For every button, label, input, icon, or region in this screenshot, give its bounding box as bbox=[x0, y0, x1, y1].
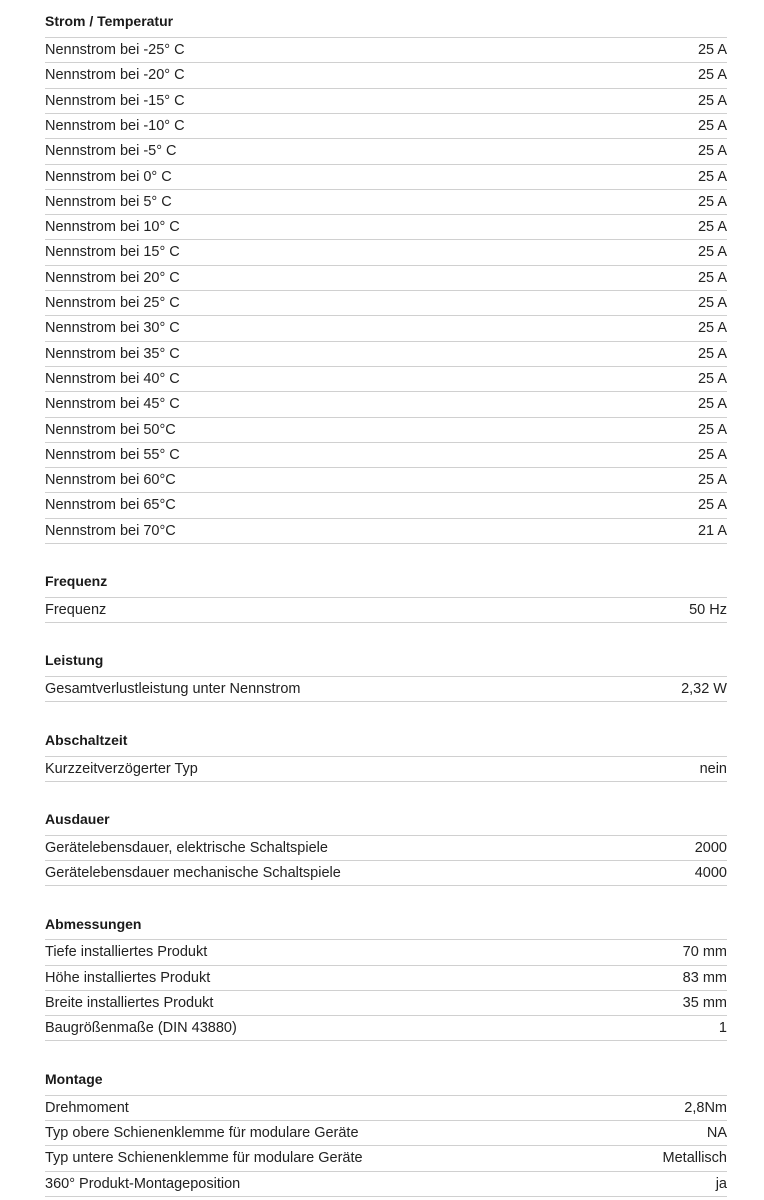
spec-label: Nennstrom bei 60°C bbox=[45, 472, 176, 488]
spec-value: 25 A bbox=[697, 219, 727, 235]
spec-value: 25 A bbox=[697, 472, 727, 488]
spec-label: Nennstrom bei -20° C bbox=[45, 67, 185, 83]
spec-label: Nennstrom bei -5° C bbox=[45, 143, 177, 159]
spec-value: 25 A bbox=[697, 396, 727, 412]
section-title: Leistung bbox=[45, 652, 104, 669]
spec-label: Nennstrom bei 10° C bbox=[45, 219, 180, 235]
spec-label: Nennstrom bei 55° C bbox=[45, 447, 180, 463]
spec-label: Nennstrom bei 20° C bbox=[45, 270, 180, 286]
spec-value: 2,32 W bbox=[681, 681, 727, 697]
spec-label: Gesamtverlustleistung unter Nennstrom bbox=[45, 681, 301, 697]
spec-row bbox=[45, 1171, 727, 1197]
spec-row bbox=[45, 113, 727, 138]
spec-value: 25 A bbox=[697, 346, 727, 362]
spec-value: 25 A bbox=[697, 320, 727, 336]
spec-row bbox=[45, 939, 727, 964]
spec-row bbox=[45, 676, 727, 702]
spec-row bbox=[45, 860, 727, 886]
spec-label: Nennstrom bei -25° C bbox=[45, 42, 185, 58]
spec-row bbox=[45, 417, 727, 442]
spec-label: Tiefe installiertes Produkt bbox=[45, 944, 208, 960]
spec-row bbox=[45, 290, 727, 315]
spec-label: Nennstrom bei 40° C bbox=[45, 371, 180, 387]
spec-label: Nennstrom bei 0° C bbox=[45, 169, 172, 185]
spec-label: Nennstrom bei 70°C bbox=[45, 523, 176, 539]
spec-value: 25 A bbox=[697, 194, 727, 210]
spec-label: Nennstrom bei 65°C bbox=[45, 497, 176, 513]
section-title: Abschaltzeit bbox=[45, 731, 128, 748]
spec-row bbox=[45, 990, 727, 1015]
spec-row bbox=[45, 189, 727, 214]
spec-row bbox=[45, 214, 727, 239]
spec-row bbox=[45, 265, 727, 290]
spec-value: NA bbox=[706, 1125, 727, 1141]
spec-row bbox=[45, 1015, 727, 1041]
spec-value: ja bbox=[715, 1176, 727, 1192]
spec-value: 21 A bbox=[697, 523, 727, 539]
spec-value: 25 A bbox=[697, 295, 727, 311]
spec-value: 2000 bbox=[694, 840, 727, 856]
spec-value: 25 A bbox=[697, 371, 727, 387]
spec-label: Gerätelebensdauer mechanische Schaltspiele bbox=[45, 865, 341, 881]
spec-row bbox=[45, 37, 727, 62]
spec-row bbox=[45, 756, 727, 782]
spec-value: nein bbox=[699, 761, 727, 777]
spec-row bbox=[45, 1120, 727, 1145]
spec-value: 25 A bbox=[697, 169, 727, 185]
spec-label: Breite installiertes Produkt bbox=[45, 995, 214, 1011]
spec-label: Nennstrom bei -15° C bbox=[45, 93, 185, 109]
section-title: Ausdauer bbox=[45, 810, 110, 827]
spec-label: 360° Produkt-Montageposition bbox=[45, 1176, 241, 1192]
spec-label: Typ obere Schienenklemme für modulare Geräte bbox=[45, 1125, 359, 1141]
spec-row bbox=[45, 492, 727, 517]
spec-label: Gerätelebensdauer, elektrische Schaltspiele bbox=[45, 840, 328, 856]
spec-row bbox=[45, 597, 727, 623]
spec-label: Nennstrom bei 15° C bbox=[45, 244, 180, 260]
spec-value: 50 Hz bbox=[689, 602, 727, 618]
spec-value: 35 mm bbox=[682, 995, 727, 1011]
spec-value: 70 mm bbox=[682, 944, 727, 960]
spec-label: Nennstrom bei 30° C bbox=[45, 320, 180, 336]
spec-row bbox=[45, 88, 727, 113]
spec-value: 25 A bbox=[697, 93, 727, 109]
spec-value: Metallisch bbox=[662, 1150, 727, 1166]
spec-label: Kurzzeitverzögerter Typ bbox=[45, 761, 198, 777]
spec-row bbox=[45, 164, 727, 189]
spec-row bbox=[45, 239, 727, 264]
spec-row bbox=[45, 442, 727, 467]
spec-label: Nennstrom bei 50°C bbox=[45, 422, 176, 438]
spec-row bbox=[45, 518, 727, 544]
spec-row bbox=[45, 366, 727, 391]
spec-row bbox=[45, 315, 727, 340]
spec-value: 25 A bbox=[697, 497, 727, 513]
section-title: Montage bbox=[45, 1070, 103, 1087]
spec-label: Höhe installiertes Produkt bbox=[45, 970, 211, 986]
spec-row bbox=[45, 965, 727, 990]
spec-value: 1 bbox=[718, 1020, 727, 1036]
spec-label: Nennstrom bei 35° C bbox=[45, 346, 180, 362]
spec-value: 25 A bbox=[697, 270, 727, 286]
spec-row bbox=[45, 1145, 727, 1170]
section-title: Abmessungen bbox=[45, 915, 142, 932]
spec-value: 25 A bbox=[697, 447, 727, 463]
spec-value: 25 A bbox=[697, 67, 727, 83]
spec-value: 2,8Nm bbox=[684, 1100, 727, 1116]
spec-row bbox=[45, 341, 727, 366]
section-title: Strom / Temperatur bbox=[45, 13, 174, 29]
spec-value: 25 A bbox=[697, 118, 727, 134]
spec-value: 25 A bbox=[697, 42, 727, 58]
spec-value: 25 A bbox=[697, 143, 727, 159]
spec-label: Nennstrom bei -10° C bbox=[45, 118, 185, 134]
spec-value: 4000 bbox=[694, 865, 727, 881]
spec-value: 83 mm bbox=[682, 970, 727, 986]
spec-row bbox=[45, 1095, 727, 1120]
section-title: Frequenz bbox=[45, 573, 108, 589]
spec-row bbox=[45, 835, 727, 860]
spec-label: Typ untere Schienenklemme für modulare Geräte bbox=[45, 1150, 363, 1166]
spec-value: 25 A bbox=[697, 422, 727, 438]
spec-label: Frequenz bbox=[45, 602, 107, 618]
spec-label: Nennstrom bei 5° C bbox=[45, 194, 172, 210]
spec-row bbox=[45, 467, 727, 492]
spec-row bbox=[45, 391, 727, 416]
spec-label: Nennstrom bei 45° C bbox=[45, 396, 180, 412]
spec-label: Drehmoment bbox=[45, 1100, 129, 1116]
spec-label: Nennstrom bei 25° C bbox=[45, 295, 180, 311]
spec-row bbox=[45, 138, 727, 163]
spec-label: Baugrößenmaße (DIN 43880) bbox=[45, 1020, 237, 1036]
spec-value: 25 A bbox=[697, 244, 727, 260]
spec-row bbox=[45, 62, 727, 87]
